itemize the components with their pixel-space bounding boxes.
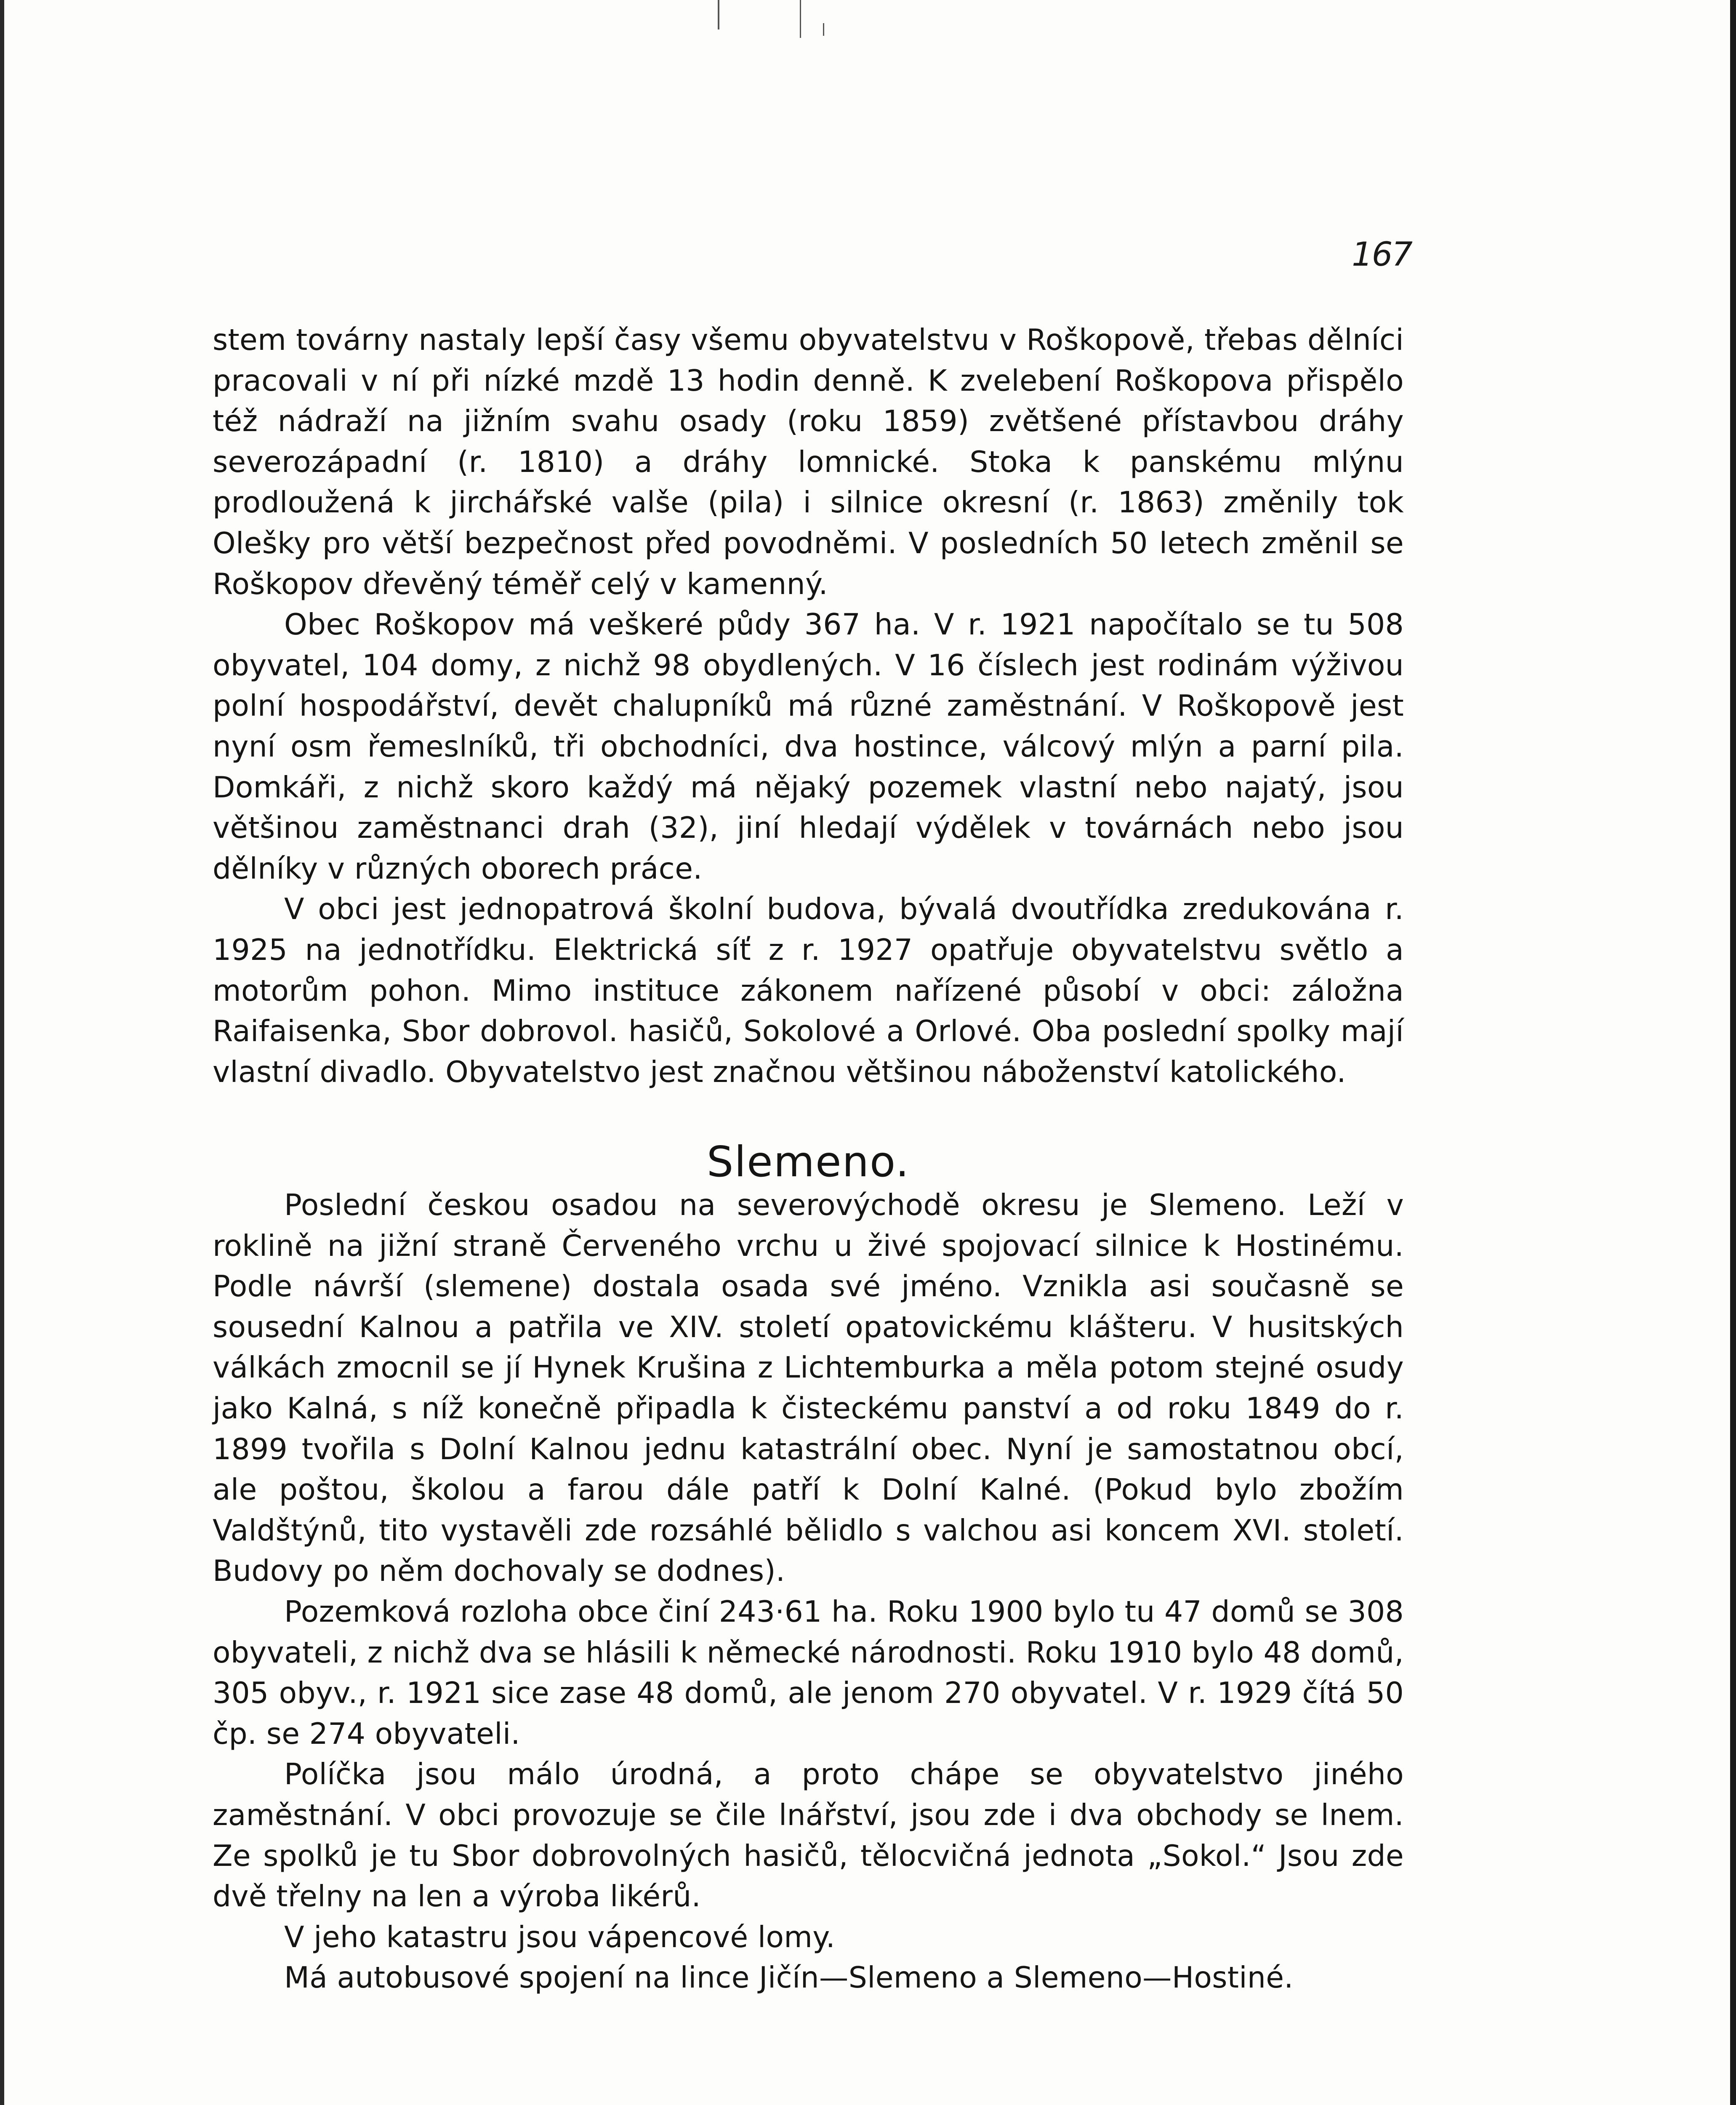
section-title: Slemeno. xyxy=(706,1137,910,1186)
scan-mark xyxy=(823,23,824,36)
paragraph: V jeho katastru jsou vápencové lomy. xyxy=(284,1920,836,1954)
paragraph: Má autobusové spojení na lince Jičín—Slemeno a Slemeno—Hostiné. xyxy=(284,1961,1294,1995)
paragraph: Políčka jsou málo úrodná, a proto chápe se obyvatelstvo jiného zaměstnání. V obci provozuje se čile lnářství, jsou zde i dva obchody se lnem. Ze spolků je tu Sbor dobrovolných hasičů, tělocvičná jednota „Sokol.“ Jsou zde dvě třelny na len a výroba likérů. xyxy=(213,1757,1404,1914)
page-number: 167 xyxy=(1352,236,1412,274)
paragraph: Obec Roškopov má veškeré půdy 367 ha. V r. 1921 napočítalo se tu 508 obyvatel, 104 domy, z nichž 98 obydlených. V 16 číslech jest rodinám výživou polní hospodářství, devět chalupníků má různé zaměstnání. V Roškopově jest nyní osm řemeslníků, tři obchodníci, dva hostince, válcový mlýn a parní pila. Domkáři, z nichž skoro každý má nějaký pozemek vlastní nebo najatý, jsou většinou zaměstnanci drah (32), jiní hledají výdělek v továrnách nebo jsou dělníky v různých oborech práce. xyxy=(213,608,1404,886)
text-block-top xyxy=(213,320,1404,1092)
scan-mark xyxy=(718,0,719,29)
scan-mark xyxy=(800,0,801,38)
scan-edge-left xyxy=(0,0,4,2105)
paragraph: Poslední českou osadou na severovýchodě okresu je Slemeno. Leží v roklině na jižní straně Červeného vrchu u živé spojovací silnice k Hostinému. Podle návrší (slemene) dostala osada své jméno. Vznikla asi současně se sousední Kalnou a patřila ve XIV. století opatovickému klášteru. V husitských válkách zmocnil se jí Hynek Krušina z Lichtemburka a měla potom stejné osudy jako Kalná, s níž konečně připadla k čisteckému panství a od roku 1849 do r. 1899 tvořila s Dolní Kalnou jednu katastrální obec. Nyní je samostatnou obcí, ale poštou, školou a farou dále patří k Dolní Kalné. (Pokud bylo zbožím Valdštýnů, tito vystavěli zde rozsáhlé bělidlo s valchou asi koncem XVI. století. Budovy po něm dochovaly se dodnes). xyxy=(213,1188,1404,1588)
text-block-section xyxy=(213,1185,1404,1998)
paragraph: V obci jest jednopatrová školní budova, bývalá dvoutřídka zredukována r. 1925 na jednotřídku. Elektrická síť z r. 1927 opatřuje obyvatelstvu světlo a motorům pohon. Mimo instituce zákonem nařízené působí v obci: záložna Raifaisenka, Sbor dobrovol. hasičů, Sokolové a Orlové. Oba poslední spolky mají vlastní divadlo. Obyvatelstvo jest značnou většinou náboženství katolického. xyxy=(213,892,1404,1089)
paragraph: Pozemková rozloha obce činí 243·61 ha. Roku 1900 bylo tu 47 domů se 308 obyvateli, z nichž dva se hlásili k německé národnosti. Roku 1910 bylo 48 domů, 305 obyv., r. 1921 sice zase 48 domů, ale jenom 270 obyvatel. V r. 1929 čítá 50 čp. se 274 obyvateli. xyxy=(213,1594,1404,1751)
paragraph: stem továrny nastaly lepší časy všemu obyvatelstvu v Roškopově, třebas dělníci pracovali v ní při nízké mzdě 13 hodin denně. K zvelebení Roškopova přispělo též nádraží na jižním svahu osady (roku 1859) zvětšené přístavbou dráhy severozápadní (r. 1810) a dráhy lomnické. Stoka k panskému mlýnu prodloužená k jirchářské valše (pila) i silnice okresní (r. 1863) změnily tok Olešky pro větší bezpečnost před povodněmi. V posledních 50 letech změnil se Roškopov dřevěný téměř celý v kamenný. xyxy=(213,323,1404,601)
scan-edge-right xyxy=(1730,0,1736,2105)
